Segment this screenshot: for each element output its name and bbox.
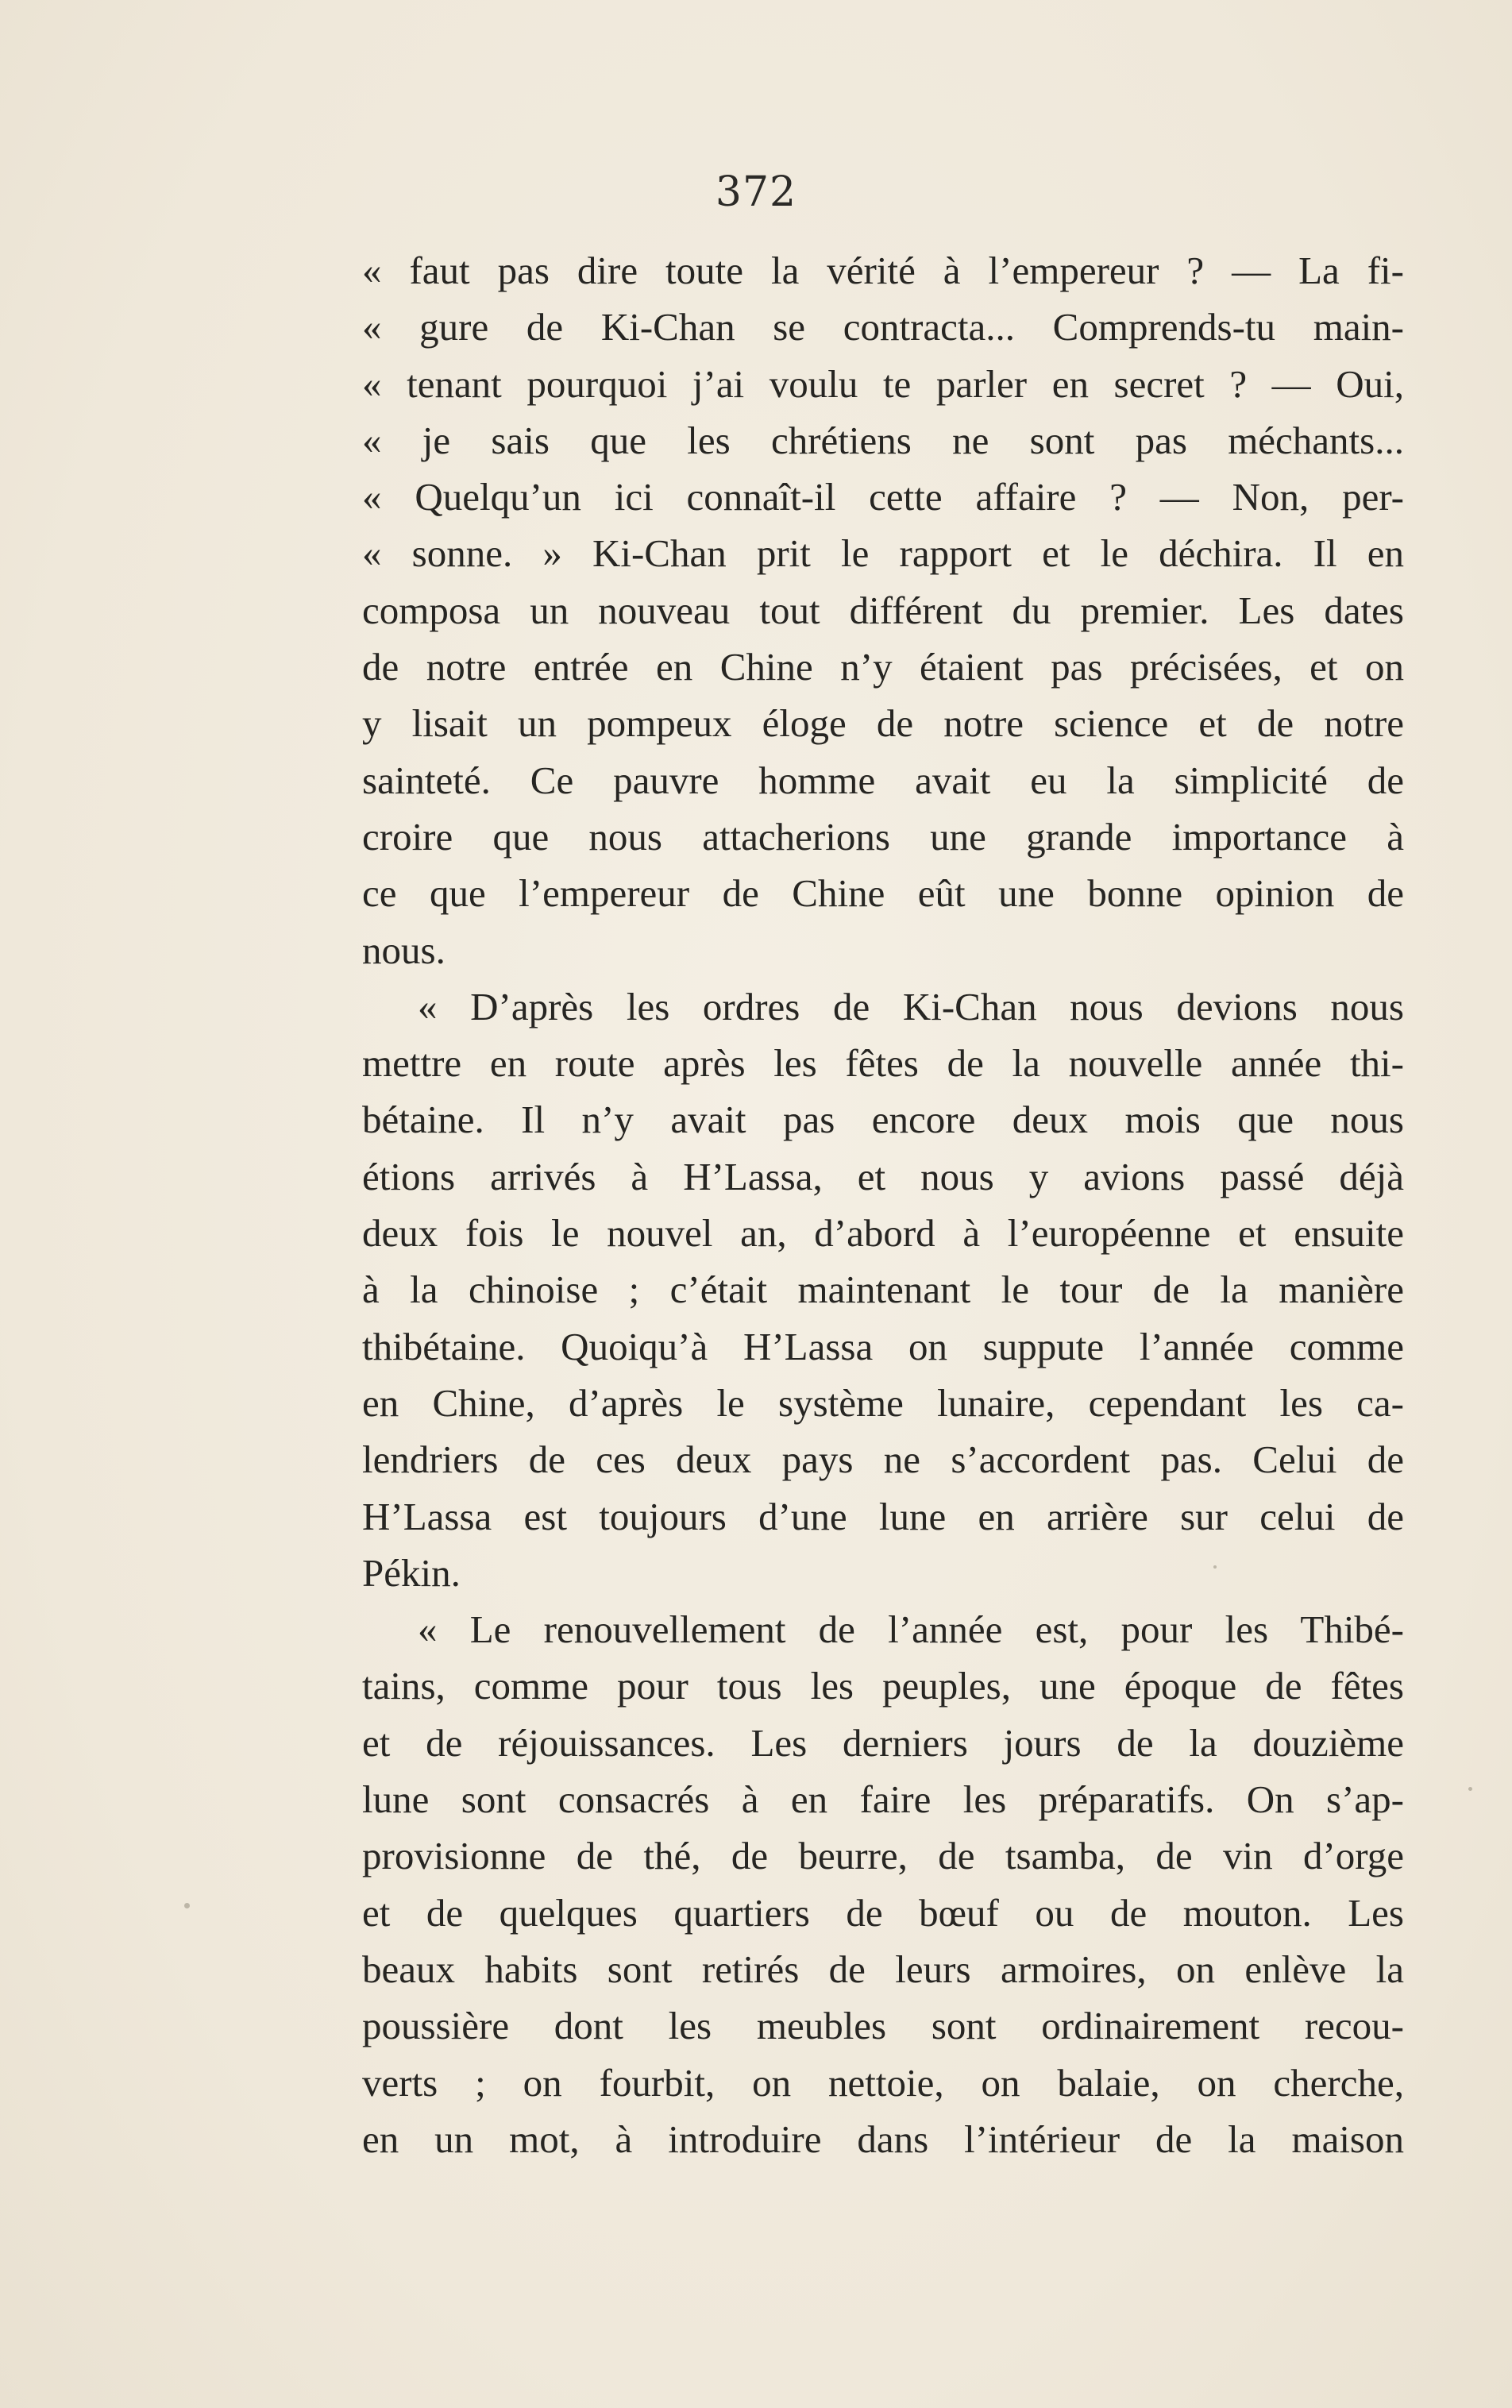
text-line: et de réjouissances. Les derniers jours de la douzième: [362, 1720, 1404, 1765]
text-line: mettre en route après les fêtes de la nouvelle année thi-: [362, 1041, 1404, 1086]
text-line: verts ; on fourbit, on nettoie, on balaie, on cherche,: [362, 2060, 1404, 2105]
text-line: à la chinoise ; c’était maintenant le tour de la manière: [362, 1268, 1404, 1312]
text-line: « Quelqu’un ici connaît-il cette affaire ? — Non, per-: [362, 475, 1404, 519]
page-number: 372: [715, 168, 797, 216]
text-line: tains, comme pour tous les peuples, une époque de fêtes: [362, 1664, 1404, 1708]
text-line: thibétaine. Quoiqu’à H’Lassa on suppute l’année comme: [362, 1324, 1404, 1368]
text-line: sainteté. Ce pauvre homme avait eu la simplicité de: [362, 758, 1404, 802]
text-line: croire que nous attacherions une grande importance à: [362, 814, 1404, 859]
text-line: deux fois le nouvel an, d’abord à l’européenne et ensuite: [362, 1211, 1404, 1256]
text-line: bétaine. Il n’y avait pas encore deux mois que nous: [362, 1098, 1404, 1142]
text-line: « tenant pourquoi j’ai voulu te parler en secret ? — Oui,: [362, 361, 1404, 406]
text-line: beaux habits sont retirés de leurs armoires, on enlève la: [362, 1947, 1404, 1991]
text-line: de notre entrée en Chine n’y étaient pas précisées, et on: [362, 645, 1404, 689]
paper-speck: [1468, 1787, 1472, 1791]
text-line: y lisait un pompeux éloge de notre science et de notre: [362, 701, 1404, 746]
text-line: « gure de Ki-Chan se contracta... Comprends-tu main-: [362, 305, 1404, 349]
text-line: « faut pas dire toute la vérité à l’empereur ? — La fi-: [362, 249, 1404, 292]
text-line: « je sais que les chrétiens ne sont pas méchants...: [362, 418, 1404, 462]
paper-speck: [1213, 1565, 1217, 1569]
text-line: en un mot, à introduire dans l’intérieur de la maison: [362, 2117, 1404, 2161]
paper-speck: [184, 1903, 190, 1908]
text-line: ce que l’empereur de Chine eût une bonne opinion de: [362, 871, 1404, 916]
text-line: H’Lassa est toujours d’une lune en arrière sur celui de: [362, 1494, 1404, 1538]
text-line: provisionne de thé, de beurre, de tsamba, de vin d’orge: [362, 1834, 1404, 1878]
text-line: et de quelques quartiers de bœuf ou de mouton. Les: [362, 1890, 1404, 1935]
text-line: « Le renouvellement de l’année est, pour les Thibé-: [418, 1607, 1404, 1652]
text-line: lune sont consacrés à en faire les préparatifs. On s’ap-: [362, 1777, 1404, 1822]
text-line: Pékin.: [362, 1550, 461, 1595]
text-line: poussière dont les meubles sont ordinairement recou-: [362, 2004, 1404, 2048]
text-line: lendriers de ces deux pays ne s’accordent pas. Celui de: [362, 1437, 1404, 1482]
text-line: composa un nouveau tout différent du premier. Les dates: [362, 588, 1404, 632]
page-body-text: [362, 242, 1404, 2167]
text-line: étions arrivés à H’Lassa, et nous y avions passé déjà: [362, 1154, 1404, 1198]
text-line: nous.: [362, 928, 446, 972]
text-line: en Chine, d’après le système lunaire, cependant les ca-: [362, 1380, 1404, 1425]
text-line: « D’après les ordres de Ki-Chan nous devions nous: [418, 984, 1404, 1028]
text-line: « sonne. » Ki-Chan prit le rapport et le déchira. Il en: [362, 531, 1404, 576]
